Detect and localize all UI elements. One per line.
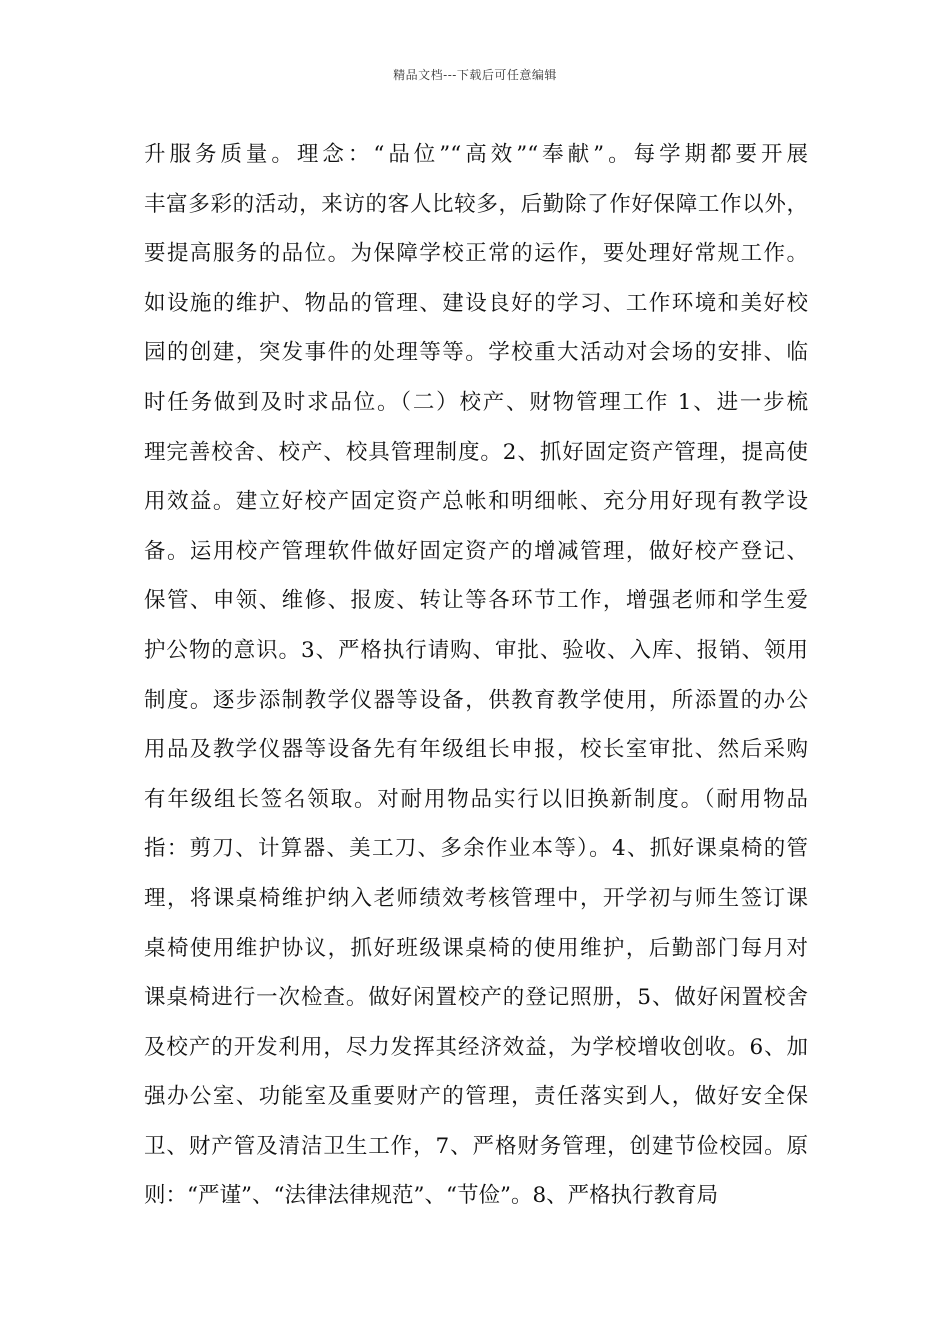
text-line: 护公物的意识。3、严格执行请购、审批、验收、入库、报销、领用 — [144, 637, 808, 663]
text-line: 理，将课桌椅维护纳入老师绩效考核管理中，开学初与师生签订课 — [144, 885, 808, 911]
text-line: 用效益。建立好校产固定资产总帐和明细帐、充分用好现有教学设 — [144, 489, 808, 515]
text-line: 则：“严谨”、“法律法律规范”、“节俭”。8、严格执行教育局 — [144, 1183, 719, 1209]
text-line: 有年级组长签名领取。对耐用物品实行以旧换新制度。（耐用物品 — [144, 786, 808, 812]
page-header: 精品文档---下载后可任意编辑 — [393, 68, 557, 82]
text-line: 保管、申领、维修、报废、转让等各环节工作，增强老师和学生爱 — [144, 588, 808, 614]
text-line: 时任务做到及时求品位。（二）校产、财物管理工作 1、进一步梳 — [144, 389, 808, 415]
text-line: 卫、财产管及清洁卫生工作，7、严格财务管理，创建节俭校园。原 — [144, 1133, 808, 1159]
text-line: 用品及教学仪器等设备先有年级组长申报，校长室审批、然后采购 — [144, 737, 808, 763]
document-body — [144, 130, 808, 1221]
text-line: 理完善校舍、校产、校具管理制度。2、抓好固定资产管理，提高使 — [144, 439, 808, 465]
text-line: 桌椅使用维护协议，抓好班级课桌椅的使用维护，后勤部门每月对 — [144, 935, 808, 961]
text-line: 指：剪刀、计算器、美工刀、多余作业本等）。4、抓好课桌椅的管 — [144, 836, 808, 862]
text-line: 强办公室、功能室及重要财产的管理，责任落实到人，做好安全保 — [144, 1084, 808, 1110]
text-line: 如设施的维护、物品的管理、建设良好的学习、工作环境和美好校 — [144, 290, 808, 316]
text-line: 要提高服务的品位。为保障学校正常的运作，要处理好常规工作。 — [144, 241, 808, 267]
text-line: 升服务质量。理念：“品位”“高效”“奉献”。每学期都要开展 — [144, 142, 808, 167]
text-line: 丰富多彩的活动，来访的客人比较多，后勤除了作好保障工作以外， — [144, 191, 808, 217]
text-line: 备。运用校产管理软件做好固定资产的增减管理，做好校产登记、 — [144, 538, 808, 564]
text-line: 制度。逐步添制教学仪器等设备，供教育教学使用，所添置的办公 — [144, 687, 808, 713]
text-line: 园的创建，突发事件的处理等等。学校重大活动对会场的安排、临 — [144, 340, 808, 366]
text-line: 及校产的开发利用，尽力发挥其经济效益，为学校增收创收。6、加 — [144, 1034, 808, 1060]
text-line: 课桌椅进行一次检查。做好闲置校产的登记照册，5、做好闲置校舍 — [144, 985, 808, 1011]
